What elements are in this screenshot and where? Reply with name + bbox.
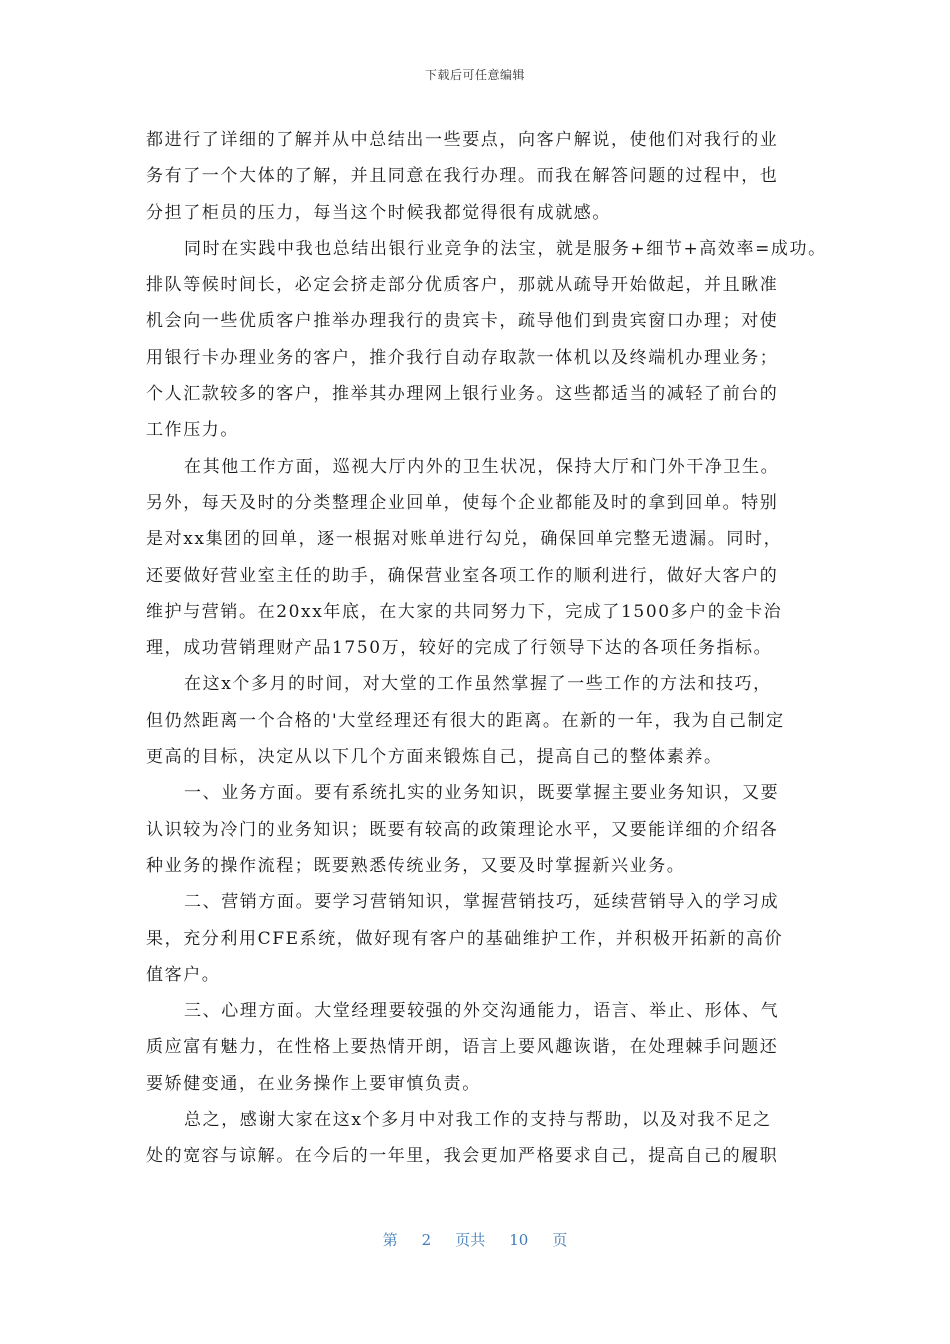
text-line: 认识较为冷门的业务知识；既要有较高的政策理论水平，又要能详细的介绍各 — [146, 819, 779, 840]
text-line: 另外，每天及时的分类整理企业回单，使每个企业都能及时的拿到回单。特别 — [146, 492, 779, 513]
text-line: 一、业务方面。要有系统扎实的业务知识，既要掌握主要业务知识，又要 — [184, 783, 780, 804]
text-line: 质应富有魅力，在性格上要热情开朗，语言上要风趣诙谐，在处理棘手问题还 — [146, 1037, 779, 1058]
text-line: 在其他工作方面，巡视大厅内外的卫生状况，保持大厅和门外干净卫生。 — [184, 456, 780, 477]
text-line: 用银行卡办理业务的客户，推介我行自动存取款一体机以及终端机办理业务； — [146, 347, 779, 368]
footer-end-label: 页 — [552, 1231, 568, 1249]
text-line: 分担了柜员的压力，每当这个时候我都觉得很有成就感。 — [146, 202, 611, 223]
page-header — [0, 66, 950, 83]
text-line: 维护与营销。在20xx年底，在大家的共同努力下，完成了1500多户的金卡治 — [146, 601, 783, 622]
text-line: 总之，感谢大家在这x个多月中对我工作的支持与帮助，以及对我不足之 — [184, 1110, 772, 1131]
text-line: 值客户。 — [146, 964, 221, 985]
text-line: 种业务的操作流程；既要熟悉传统业务，又要及时掌握新兴业务。 — [146, 855, 686, 876]
text-line: 三、心理方面。大堂经理要较强的外交沟通能力，语言、举止、形体、气 — [184, 1001, 780, 1022]
text-line: 更高的目标，决定从以下几个方面来锻炼自己，提高自己的整体素养。 — [146, 747, 723, 768]
text-line: 还要做好营业室主任的助手，确保营业室各项工作的顺利进行，做好大客户的 — [146, 565, 779, 586]
text-line: 要矫健变通，在业务操作上要审慎负责。 — [146, 1073, 481, 1094]
footer-total-pages: 10 — [509, 1231, 529, 1249]
text-line: 理，成功营销理财产品1750万，较好的完成了行领导下达的各项任务指标。 — [146, 638, 773, 659]
page-footer — [0, 1229, 950, 1250]
text-line: 排队等候时间长，必定会挤走部分优质客户，那就从疏导开始做起，并且瞅准 — [146, 275, 779, 296]
document-body — [146, 122, 827, 1175]
text-line: 二、营销方面。要学习营销知识，掌握营销技巧，延续营销导入的学习成 — [184, 892, 780, 913]
header-text: 下载后可任意编辑 — [424, 68, 525, 82]
text-line: 是对xx集团的回单，逐一根据对账单进行勾兑，确保回单完整无遗漏。同时， — [146, 529, 783, 550]
text-line: 都进行了详细的了解并从中总结出一些要点，向客户解说，使他们对我行的业 — [146, 130, 779, 150]
text-line: 在这x个多月的时间，对大堂的工作虽然掌握了一些工作的方法和技巧， — [184, 674, 772, 695]
text-line: 同时在实践中我也总结出银行业竞争的法宝，就是服务+细节+高效率=成功。 — [184, 238, 827, 259]
text-line: 处的宽容与谅解。在今后的一年里，我会更加严格要求自己，提高自己的履职 — [146, 1146, 779, 1167]
text-line: 个人汇款较多的客户，推举其办理网上银行业务。这些都适当的减轻了前台的 — [146, 384, 779, 405]
footer-page-number: 2 — [421, 1231, 432, 1249]
footer-of-label: 页共 — [455, 1231, 486, 1249]
text-line: 工作压力。 — [146, 420, 239, 441]
footer-page-label: 第 — [382, 1231, 398, 1249]
text-line: 务有了一个大体的了解，并且同意在我行办理。而我在解答问题的过程中，也 — [146, 166, 779, 187]
text-line: 机会向一些优质客户推举办理我行的贵宾卡，疏导他们到贵宾窗口办理；对使 — [146, 311, 779, 332]
text-line: 但仍然距离一个合格的'大堂经理还有很大的距离。在新的一年，我为自己制定 — [146, 710, 785, 731]
text-line: 果，充分利用CFE系统，做好现有客户的基础维护工作，并积极开拓新的高价 — [146, 928, 784, 949]
